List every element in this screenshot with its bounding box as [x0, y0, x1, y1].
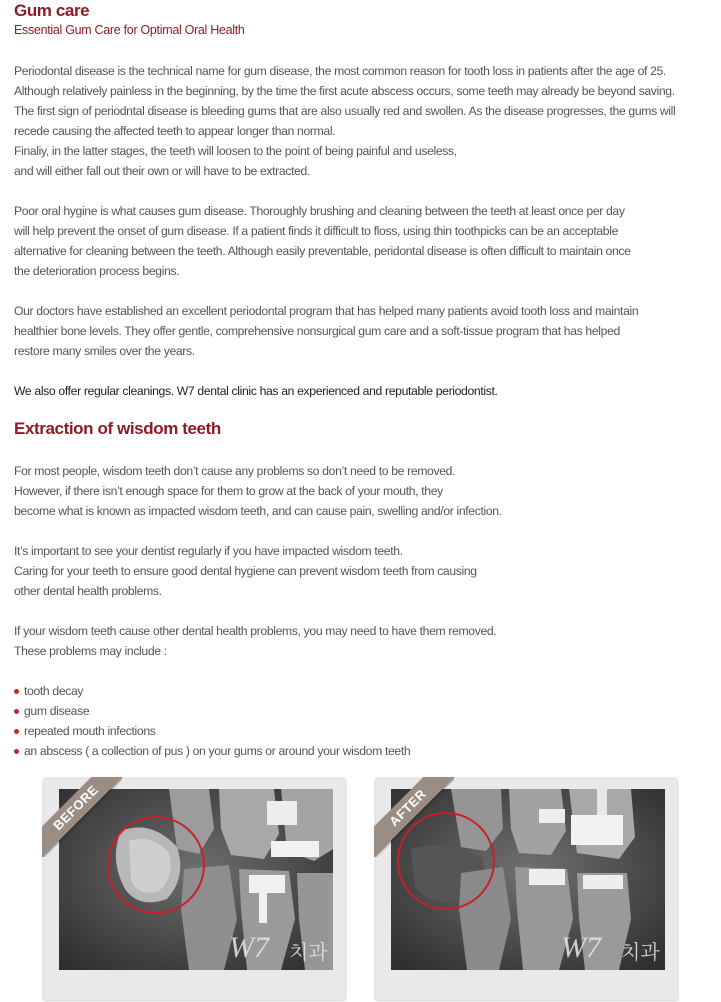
text-line: Poor oral hygine is what causes gum disease. Thoroughly brushing and cleaning between the teeth at least once per day [14, 204, 625, 218]
text-line: We also offer regular cleanings. W7 dental clinic has an experienced and reputable periodontist. [14, 384, 498, 398]
before-ribbon [42, 777, 122, 857]
list-item [14, 721, 410, 741]
before-xray-photo [44, 779, 345, 1000]
text-line: will help prevent the onset of gum disease. If a patient finds it difficult to floss, using thin toothpicks can be an acceptable [14, 224, 619, 238]
list-item-text: tooth decay [24, 684, 84, 698]
watermark-korean: 치과 [621, 940, 660, 964]
text-line: Our doctors have established an excellent periodontal program that has helped many patients avoid tooth loss and maintain [14, 304, 639, 318]
wisdom-paragraph-3 [14, 621, 496, 661]
text-line: the deterioration process begins. [14, 264, 180, 278]
text-line: other dental health problems. [14, 584, 162, 598]
list-item-text: an abscess ( a collection of pus ) on your gums or around your wisdom teeth [24, 744, 411, 758]
watermark-logo: W7 [561, 931, 601, 964]
text-line: If your wisdom teeth cause other dental health problems, you may need to have them removed. [14, 624, 497, 638]
text-line: recede causing the affected teeth to appear longer than normal. [14, 124, 336, 138]
gum-care-paragraph-3 [14, 301, 638, 361]
watermark-logo: W7 [229, 931, 269, 964]
list-item [14, 701, 410, 721]
text-line: However, if there isn’t enough space for them to grow at the back of your mouth, they [14, 484, 443, 498]
list-item [14, 741, 410, 761]
problems-list [14, 681, 410, 761]
bullet-icon [14, 709, 19, 714]
list-item-text: gum disease [24, 704, 90, 718]
gum-care-title: Gum care [14, 1, 90, 20]
text-line: Caring for your teeth to ensure good dental hygiene can prevent wisdom teeth from causing [14, 564, 477, 578]
after-xray-photo [376, 779, 677, 1000]
text-line: These problems may include : [14, 644, 167, 658]
gum-care-paragraph-2 [14, 201, 631, 281]
bullet-icon [14, 689, 19, 694]
before-label: BEFORE [42, 777, 122, 857]
list-item [14, 681, 410, 701]
text-line: become what is known as impacted wisdom teeth, and can cause pain, swelling and/or infection. [14, 504, 502, 518]
wisdom-paragraph-2 [14, 541, 477, 601]
text-line: Finaliy, in the latter stages, the teeth will loosen to the point of being painful and useless, [14, 144, 457, 158]
text-line: Although relatively painless in the beginning, by the time the first acute abscess occurs, some teeth may already be beyond saving. [14, 84, 675, 98]
after-ribbon [374, 777, 454, 857]
text-line: Periodontal disease is the technical name for gum disease, the most common reason for tooth loss in patients after the age of 25. [14, 64, 666, 78]
list-item-text: repeated mouth infections [24, 724, 156, 738]
wisdom-teeth-title: Extraction of wisdom teeth [14, 419, 221, 438]
text-line: For most people, wisdom teeth don’t cause any problems so don’t need to be removed. [14, 464, 456, 478]
after-label: AFTER [374, 777, 454, 857]
gum-care-paragraph-1 [14, 61, 675, 181]
text-line: restore many smiles over the years. [14, 344, 195, 358]
text-line: It’s important to see your dentist regularly if you have impacted wisdom teeth. [14, 544, 403, 558]
gum-care-subtitle: Essential Gum Care for Optimal Oral Health [14, 23, 245, 37]
wisdom-paragraph-1 [14, 461, 502, 521]
text-line: healthier bone levels. They offer gentle, comprehensive nonsurgical gum care and a soft-tissue program that has helped [14, 324, 620, 338]
watermark-korean: 치과 [289, 940, 328, 964]
text-line: The first sign of periodntal disease is bleeding gums that are also usually red and swollen. As the disease progresses, the gums will [14, 104, 676, 118]
bullet-icon [14, 749, 19, 754]
text-line: alternative for cleaning between the teeth. Although easily preventable, peridontal disease is often difficult to maintain once [14, 244, 631, 258]
text-line: and will either fall out their own or will have to be extracted. [14, 164, 310, 178]
bullet-icon [14, 729, 19, 734]
gum-care-closing [14, 381, 498, 401]
